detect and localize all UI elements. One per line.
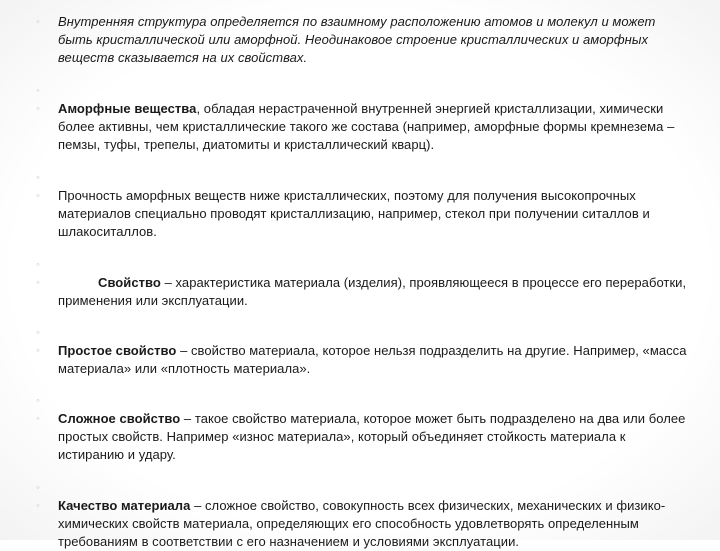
bullet-icon: ◦ [36, 85, 40, 97]
paragraph-property [36, 274, 688, 310]
empty-line [58, 310, 688, 324]
paragraph-term: Аморфные вещества [58, 101, 197, 116]
paragraph-text: Прочность аморфных веществ ниже кристаллических, поэтому для получения высокопрочных материалов специально проводят кристаллизацию, например, стекол при получении ситаллов и шлакоситаллов. [58, 188, 650, 239]
bullet-icon: ◦ [36, 345, 40, 357]
bullet-icon: ◦ [36, 172, 40, 184]
paragraph-strength [36, 187, 688, 241]
paragraph-text: – свойство материала, которое нельзя подразделить на другие. Например, «масса материала» или «плотность материала». [58, 343, 687, 376]
empty-bullet [36, 256, 688, 274]
bullet-icon: ◦ [36, 413, 40, 425]
empty-line [58, 241, 688, 256]
paragraph-material-quality [36, 497, 688, 551]
bullet-icon: ◦ [36, 103, 40, 115]
bullet-icon: ◦ [36, 259, 40, 271]
paragraph-simple-property [36, 342, 688, 378]
empty-line [58, 378, 688, 392]
bullet-list [36, 13, 688, 551]
paragraph-amorphous [36, 100, 688, 154]
paragraph-text: – характеристика материала (изделия), проявляющееся в процессе его переработки, применения или эксплуатации. [58, 275, 687, 308]
bullet-icon: ◦ [36, 395, 40, 407]
bullet-icon: ◦ [36, 482, 40, 494]
paragraph-term: Сложное свойство [58, 411, 181, 426]
paragraph-text: , обладая нерастраченной внутренней энергией кристаллизации, химически более активны, чем кристаллические такого же состава (например, аморфные формы кремнезема – пемзы, туфы, трепелы, диатомиты и кристаллический кварц). [58, 101, 675, 152]
paragraph-term: Простое свойство [58, 343, 177, 358]
paragraph-structure [36, 13, 688, 67]
empty-line [58, 464, 688, 479]
empty-bullet [36, 392, 688, 410]
paragraph-term: Свойство [98, 275, 161, 290]
bullet-icon: ◦ [36, 190, 40, 202]
paragraph-text: – сложное свойство, совокупность всех физических, механических и физико-химических свойств материала, определяющих его способность удовлетворять определенным требованиям в соответствии с его назначением и условиями эксплуатации. [58, 498, 666, 549]
paragraph-text: Внутренняя структура определяется по взаимному расположению атомов и молекул и может быть кристаллической или аморфной. Неодинаковое строение кристаллических и аморфных веществ сказывается на их свойствах. [58, 14, 656, 65]
empty-bullet [36, 169, 688, 187]
paragraph-term: Качество материала [58, 498, 191, 513]
bullet-icon: ◦ [36, 327, 40, 339]
bullet-icon: ◦ [36, 16, 40, 28]
paragraph-text: – такое свойство материала, которое может быть подразделено на два или более простых свойств. Например «износ материала», который объединяет стойкость материала к истиранию и удару. [58, 411, 686, 462]
paragraph-complex-property [36, 410, 688, 464]
empty-line [58, 154, 688, 169]
empty-bullet [36, 324, 688, 342]
empty-bullet [36, 479, 688, 497]
empty-bullet [36, 82, 688, 100]
empty-line [58, 67, 688, 82]
bullet-icon: ◦ [36, 277, 40, 289]
bullet-icon: ◦ [36, 500, 40, 512]
